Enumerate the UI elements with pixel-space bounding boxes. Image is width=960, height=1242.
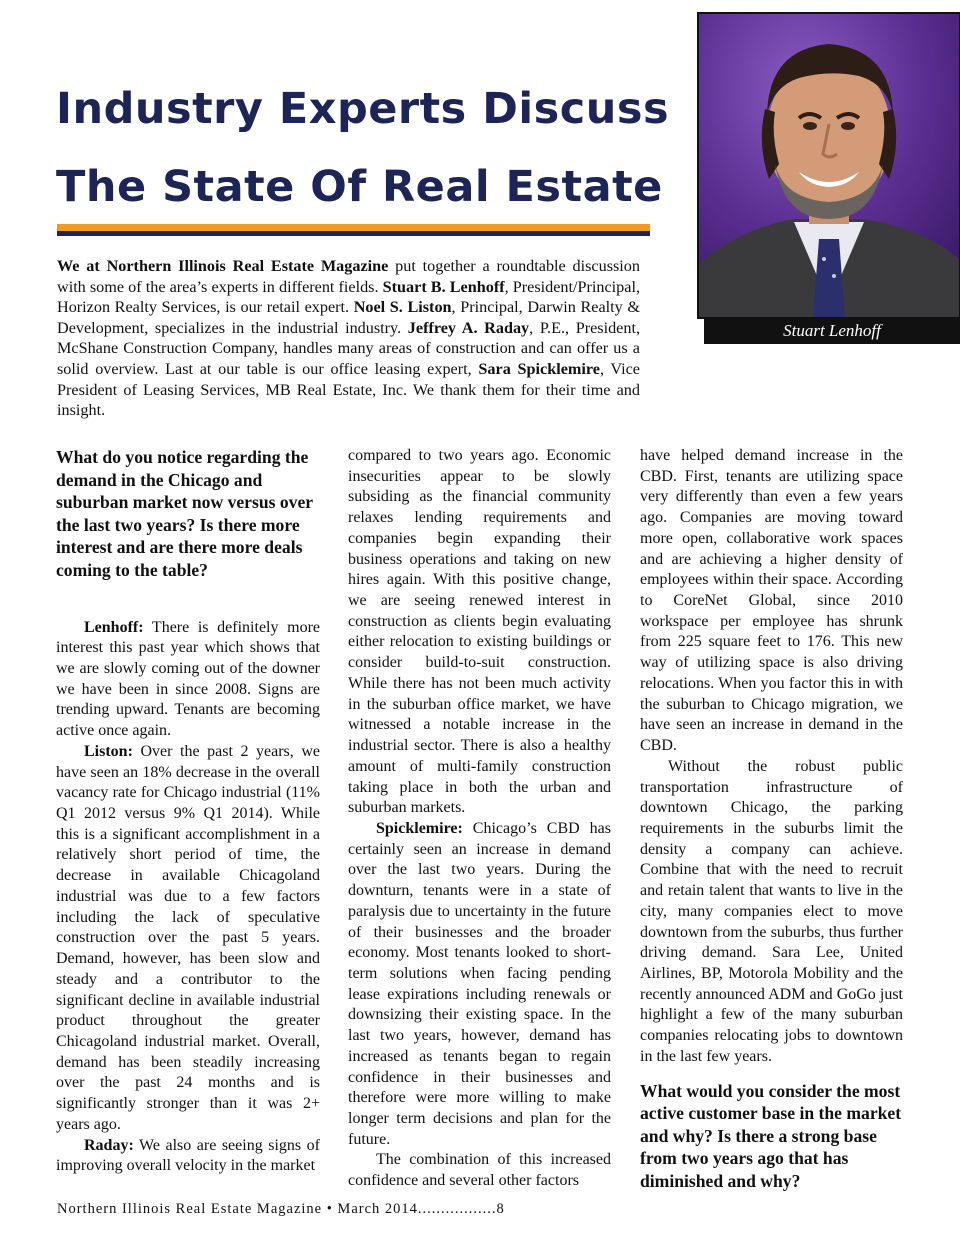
intro-paragraph bbox=[57, 256, 640, 421]
liston-text: Over the past 2 years, we have seen an 18% decrease in the overall vacancy rate for Chicago industrial (11% Q1 2012 versus 9% Q1 2014). While this is a significant accomplishment in a relatively short period of time, the decrease in available Chicagoland industrial was due to a few factors including the lack of speculative construction over the past 5 years. Demand, however, has been slow and steady and a contributor to the significant decline in available industrial product throughout the greater Chicagoland industrial market. Overall, demand has been steadily increasing over the past 24 months and is significantly stronger than it was 2+ years ago. bbox=[56, 742, 320, 1133]
raday-answer bbox=[56, 1136, 320, 1177]
portrait-photo bbox=[697, 12, 960, 319]
photo-caption: Stuart Lenhoff bbox=[704, 317, 960, 344]
headline-rule-orange bbox=[57, 224, 650, 231]
portrait-illustration bbox=[699, 14, 959, 317]
headline-line-2: The State Of Real Estate bbox=[56, 162, 663, 212]
column-2 bbox=[348, 446, 611, 1192]
column-3 bbox=[640, 446, 903, 1193]
spicklemire-answer bbox=[348, 819, 611, 1151]
lenhoff-text: There is definitely more interest this past year which shows that we are slowly coming out of the downer we have been in since 2008. Signs are trending upward. Tenants are becoming active once again. bbox=[56, 618, 320, 740]
spicklemire-paragraph-2: The combination of this increased confidence and several other factors bbox=[348, 1151, 611, 1190]
speaker-lenhoff: Lenhoff: bbox=[84, 618, 144, 636]
headline-rule-navy bbox=[57, 231, 650, 236]
intro-text-3: , Principal, Darwin Realty & Development, specializes in the industrial industry. bbox=[57, 298, 640, 337]
raday-text: We also are seeing signs of improving overall velocity in the market bbox=[56, 1136, 320, 1175]
spicklemire-text: Chicago’s CBD has certainly seen an increase in demand over the last two years. During the downturn, tenants were in a state of paralysis due to uncertainty in the future of their businesses and the broader economy. Most tenants looked to short-term solutions when facing pending lease expirations including renewals or downsizing their existing space. In the last two years, however, demand has increased as tenants began to regain confidence in their businesses and therefore were more willing to make longer term decisions and plan for the future. bbox=[348, 819, 611, 1148]
intro-text-5: , Vice President of Leasing Services, MB Real Estate, Inc. We thank them for their time and insight. bbox=[57, 359, 640, 420]
headline-line-1: Industry Experts Discuss bbox=[56, 84, 670, 134]
intro-text-1: put together a roundtable discussion with some of the area’s experts in different fields. bbox=[57, 257, 640, 296]
speaker-spicklemire: Spicklemire: bbox=[376, 819, 463, 837]
continued-paragraph: have helped demand increase in the CBD. First, tenants are utilizing space very differently than even a few years ago. Companies are moving toward more open, collaborative work spaces and are achieving a higher density of employees within their space. According to CoreNet Global, since 2010 workspace per employee has shrunk from 225 square feet to 176. This new way of utilizing space is also driving relocations. When you factor this in with the suburban to Chicago migration, we have seen an increase in demand in the CBD. bbox=[640, 447, 903, 755]
speaker-raday: Raday: bbox=[84, 1136, 134, 1154]
speaker-liston: Liston: bbox=[84, 742, 133, 760]
continued-paragraph: compared to two years ago. Economic insecurities appear to be slowly subsiding as the financial community relaxes lending requirements and companies begin expanding their business operations and taking on new hires again. With this positive change, we are seeing renewed interest in construction as clients begin evaluating either relocation to existing buildings or consider build-to-suit construction. While there has not been much activity in the suburban office market, we have witnessed a notable increase in the industrial sector. There is also a healthy amount of multi-family construction taking place in both the urban and suburban markets. bbox=[348, 447, 611, 817]
question-2: What would you consider the most active customer base in the market and why? Is there a strong base from two years ago that has diminished and why? bbox=[640, 1080, 902, 1191]
intro-name-lenhoff: Stuart B. Lenhoff bbox=[382, 277, 505, 296]
page-footer: Northern Illinois Real Estate Magazine • March 2014.................8 bbox=[57, 1201, 505, 1217]
column-1 bbox=[56, 446, 320, 1177]
liston-answer bbox=[56, 742, 320, 1136]
intro-text-2: , President/Principal, Horizon Realty Services, is our retail expert. bbox=[57, 277, 641, 317]
intro-text-4: , P.E., President, McShane Construction Company, handles many areas of construction and can offer us a solid overview. Last at our table is our office leasing expert, bbox=[57, 318, 640, 378]
intro-name-spicklemire: Sara Spicklemire bbox=[478, 359, 600, 378]
intro-name-raday: Jeffrey A. Raday bbox=[407, 318, 530, 337]
question-1: What do you notice regarding the demand in the Chicago and suburban market now versus over the last two years? Is there more interest and are there more deals coming to the table? bbox=[56, 447, 313, 580]
lenhoff-answer bbox=[56, 618, 320, 742]
intro-name-liston: Noel S. Liston bbox=[353, 298, 452, 317]
intro-magazine-name: We at Northern Illinois Real Estate Magazine bbox=[57, 257, 389, 275]
spicklemire-paragraph-3: Without the robust public transportation infrastructure of downtown Chicago, the parking requirements in the suburbs limit the density a company can achieve. Combine that with the need to recruit and retain talent that wants to live in the city, many companies elect to move downtown from the suburbs, thus further driving demand. Sara Lee, United Airlines, BP, Motorola Mobility and the recently announced ADM and GoGo just highlight a few of the many suburban companies relocating jobs to downtown in the last few years. bbox=[640, 757, 903, 1065]
